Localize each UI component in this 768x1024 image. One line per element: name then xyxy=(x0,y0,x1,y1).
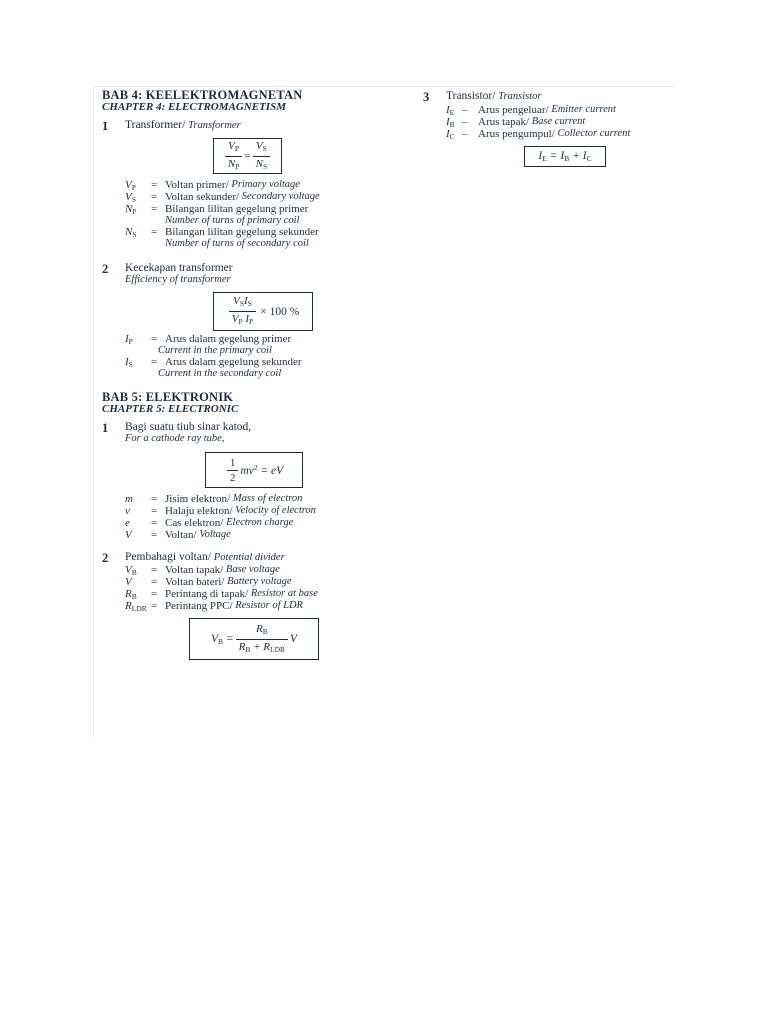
def-row: $N_P$ = Bilangan lilitan gegelung primer xyxy=(125,203,309,216)
page-border-top xyxy=(93,86,675,87)
item-number: 2 xyxy=(102,551,109,565)
efficiency-heading-en: Efficiency of transformer xyxy=(125,274,231,285)
page-border-left xyxy=(93,86,94,738)
item-number: 3 xyxy=(423,90,430,104)
def-row: V = Voltan/ Voltage xyxy=(125,529,231,541)
chapter5-title: BAB 5: ELEKTRONIK xyxy=(102,390,234,404)
def-row: $V_S$ = Voltan sekunder/ Secondary voltage xyxy=(125,191,320,204)
def-row: $R_{LDR}$ = Perintang PPC/ Resistor of LDR xyxy=(125,600,303,613)
def-row: $I_S$ = Arus dalam gegelung sekunder xyxy=(125,356,302,369)
def-row: $I_B$ – Arus tapak/ Base current xyxy=(446,116,586,129)
crt-heading: Bagi suatu tiub sinar katod, xyxy=(125,421,252,433)
efficiency-formula-box: $\frac{V_SI_S}{V_P I_P}$ × 100 % xyxy=(213,292,313,331)
transformer-formula-box: $\frac{V_P}{N_P}$ = $\frac{V_S}{N_S}$ xyxy=(213,138,282,174)
chapter4-title: BAB 4: KEELEKTROMAGNETAN xyxy=(102,88,303,102)
def-row: $V_B$ = Voltan tapak/ Base voltage xyxy=(125,564,280,577)
def-english: Current in the primary coil xyxy=(158,345,272,356)
def-row: v = Halaju elekton/ Velocity of electron xyxy=(125,505,316,517)
crt-formula-box: $\frac{1}{2}$ $mv^2$ = eV xyxy=(205,452,303,488)
divider-heading: Pembahagi voltan/ Potential divider xyxy=(125,551,285,563)
def-english: Number of turns of primary coil xyxy=(165,215,300,226)
item-number: 2 xyxy=(102,262,109,276)
fraction: $\frac{V_S}{N_S}$ xyxy=(253,140,271,173)
efficiency-heading: Kecekapan transformer xyxy=(125,262,233,274)
transistor-heading: Transistor/ Transistor xyxy=(446,90,542,102)
def-row: $I_P$ = Arus dalam gegelung primer xyxy=(125,333,292,346)
def-row: $N_S$ = Bilangan lilitan gegelung sekunder xyxy=(125,226,319,239)
chapter5-subtitle: CHAPTER 5: ELECTRONIC xyxy=(102,403,239,415)
transistor-formula-box: $I_E = I_B + I_C$ xyxy=(524,146,606,167)
def-row: $I_C$ – Arus pengumpul/ Collector current xyxy=(446,128,631,141)
item-number: 1 xyxy=(102,421,109,435)
chapter4-subtitle: CHAPTER 4: ELECTROMAGNETISM xyxy=(102,101,286,113)
fraction: $\frac{V_SI_S}{V_P I_P}$ xyxy=(229,295,257,328)
def-row: e = Cas elektron/ Electron charge xyxy=(125,517,294,529)
fraction: $\frac{1}{2}$ xyxy=(227,457,239,484)
transformer-heading: Transformer/ Transformer xyxy=(125,119,241,131)
def-row: V = Voltan bateri/ Battery voltage xyxy=(125,576,292,588)
fraction: $\frac{R_B}{R_B + R_{LDR}}$ xyxy=(236,623,288,656)
def-row: m = Jisim elektron/ Mass of electron xyxy=(125,493,303,505)
divider-formula-box: $V_B$ = $\frac{R_B}{R_B + R_{LDR}}$ V xyxy=(189,618,319,660)
def-row: $V_P$ = Voltan primer/ Primary voltage xyxy=(125,179,300,192)
fraction: $\frac{V_P}{N_P}$ xyxy=(225,140,243,173)
def-english: Current in the secondary coil xyxy=(158,368,282,379)
item-number: 1 xyxy=(102,119,109,133)
def-english: Number of turns of secondary coil xyxy=(165,238,309,249)
def-row: $R_B$ = Perintang di tapak/ Resistor at base xyxy=(125,588,318,601)
def-row: $I_E$ – Arus pengeluar/ Emitter current xyxy=(446,104,616,117)
crt-heading-en: For a cathode ray tube, xyxy=(125,433,225,444)
